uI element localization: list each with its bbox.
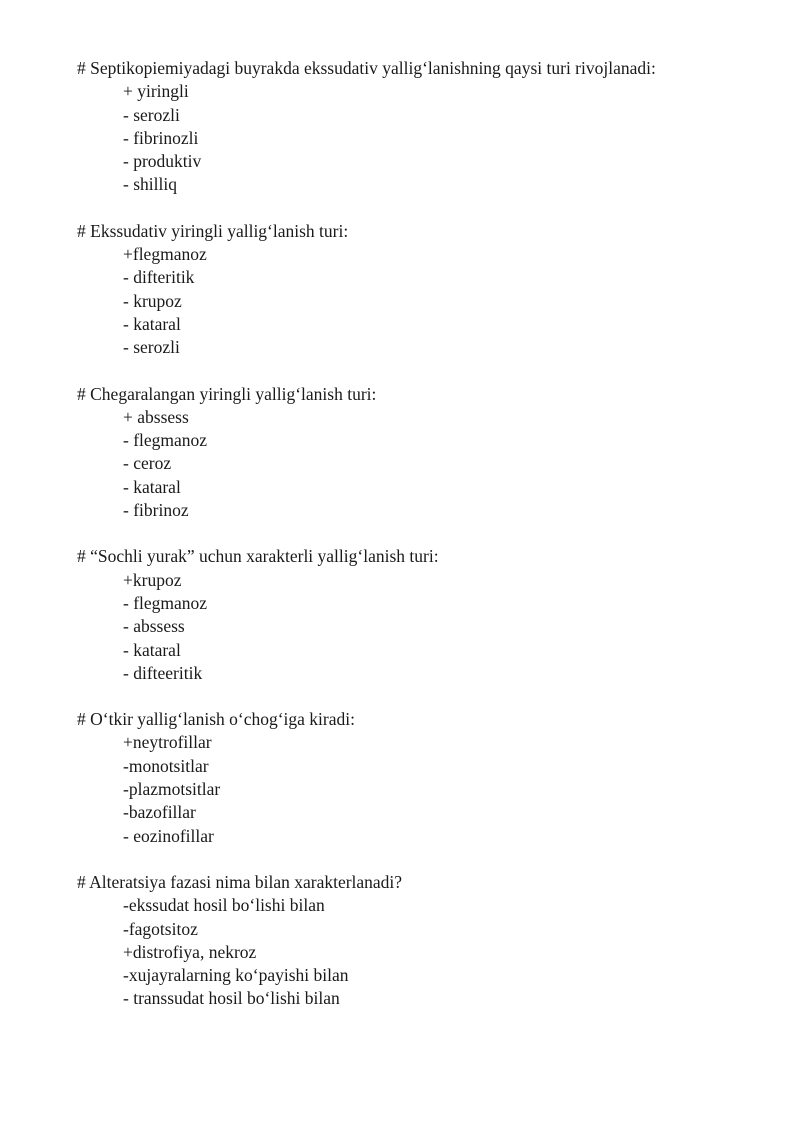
answer-option: - eozinofillar: [123, 825, 214, 846]
answer-option: - abssess: [123, 616, 185, 637]
question-text: # Ekssudativ yiringli yallig‘lanish turi:: [77, 220, 349, 241]
answer-option: - krupoz: [123, 290, 182, 311]
answer-option: - serozli: [123, 104, 180, 125]
answer-option: - produktiv: [123, 151, 202, 172]
answer-option: +neytrofillar: [123, 732, 212, 753]
question-text: # “Sochli yurak” uchun xarakterli yallig‘lanish turi:: [77, 546, 439, 567]
question-text: # Alteratsiya fazasi nima bilan xarakterlanadi?: [77, 871, 403, 892]
question-4: [77, 545, 757, 685]
answer-option: + abssess: [123, 406, 189, 427]
question-list: [77, 57, 757, 1034]
answer-option: +distrofiya, nekroz: [123, 941, 257, 962]
question-1: [77, 57, 757, 197]
answer-option: - kataral: [123, 476, 181, 497]
answer-option: -fagotsitoz: [123, 918, 198, 939]
answer-option: -ekssudat hosil bo‘lishi bilan: [123, 895, 325, 916]
answer-option: - ceroz: [123, 453, 172, 474]
answer-option: - fibrinozli: [123, 127, 199, 148]
answer-option: -xujayralarning ko‘payishi bilan: [123, 965, 349, 986]
answer-option: -bazofillar: [123, 802, 196, 823]
answer-option: - flegmanoz: [123, 430, 208, 451]
answer-option: +krupoz: [123, 569, 182, 590]
answer-option: -monotsitlar: [123, 755, 209, 776]
answer-option: - kataral: [123, 639, 181, 660]
answer-option: - fibrinoz: [123, 500, 189, 521]
question-text: # O‘tkir yallig‘lanish o‘chog‘iga kiradi:: [77, 709, 355, 730]
answer-option: - transsudat hosil bo‘lishi bilan: [123, 988, 340, 1009]
question-5: [77, 708, 757, 848]
answer-option: - difteeritik: [123, 662, 203, 683]
question-text: # Septikopiemiyadagi buyrakda ekssudativ yallig‘lanishning qaysi turi rivojlanadi:: [77, 58, 656, 78]
question-2: [77, 220, 757, 360]
answer-option: - kataral: [123, 313, 181, 334]
answer-option: -plazmotsitlar: [123, 779, 221, 800]
question-text: # Chegaralangan yiringli yallig‘lanish turi:: [77, 383, 377, 404]
question-6: [77, 871, 757, 1011]
answer-option: - flegmanoz: [123, 592, 208, 613]
question-3: [77, 383, 757, 523]
answer-option: - serozli: [123, 337, 180, 358]
answer-option: - shilliq: [123, 174, 177, 195]
answer-option: + yiringli: [123, 81, 189, 102]
answer-option: - difteritik: [123, 267, 195, 288]
answer-option: +flegmanoz: [123, 244, 207, 265]
